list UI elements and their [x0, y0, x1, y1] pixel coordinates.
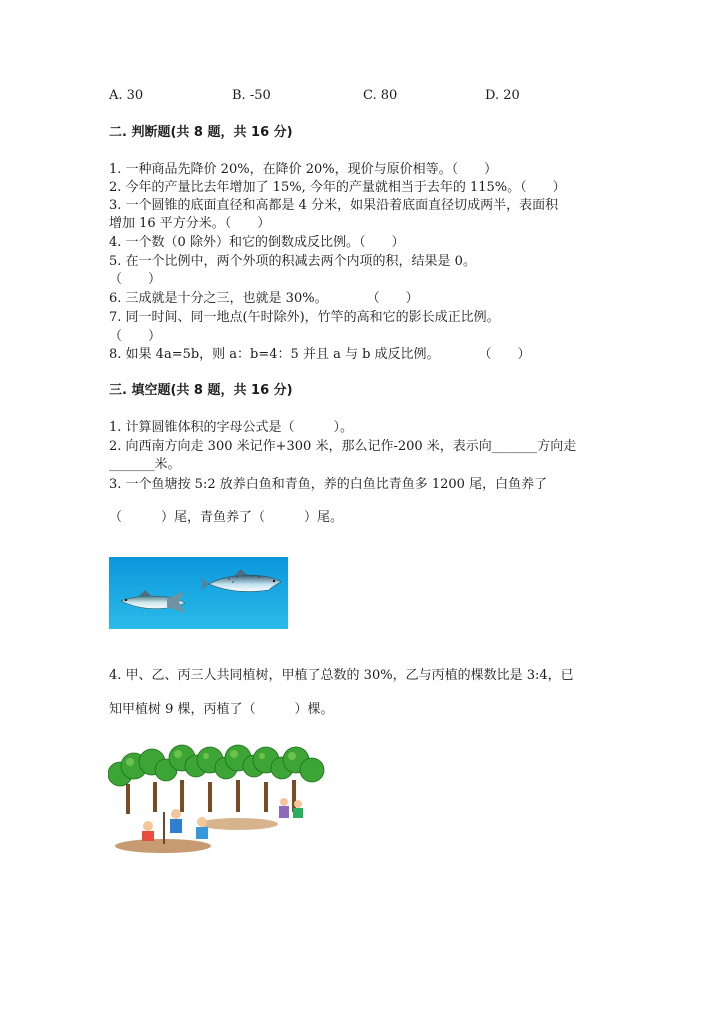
- judge-q1: 1. 一种商品先降价 20%，在降价 20%，现价与原价相等。（ ）: [109, 162, 498, 177]
- option-a[interactable]: A. 30: [109, 88, 144, 103]
- option-d[interactable]: D. 20: [485, 88, 520, 103]
- fill-q3-line2: （ ）尾，青鱼养了（ ）尾。: [109, 510, 344, 525]
- fish-illustration: [109, 557, 288, 629]
- judge-q4: 4. 一个数（0 除外）和它的倒数成反比例。（ ）: [109, 235, 405, 250]
- judge-q3-line1: 3. 一个圆锥的底面直径和高都是 4 分米，如果沿着底面直径切成两半，表面积: [109, 198, 559, 213]
- fill-q4-line1: 4. 甲、乙、丙三人共同植树，甲植了总数的 30%，乙与丙植的棵数比是 3:4，已: [109, 668, 574, 683]
- judge-q6: 6. 三成就是十分之三，也就是 30%。 （ ）: [109, 291, 419, 306]
- fill-q1: 1. 计算圆锥体积的字母公式是（ ）。: [109, 420, 354, 435]
- option-b[interactable]: B. -50: [232, 88, 271, 103]
- option-c[interactable]: C. 80: [363, 88, 398, 103]
- judge-q2: 2. 今年的产量比去年增加了 15%, 今年的产量就相当于去年的 115%。（ ）: [109, 180, 566, 195]
- judge-q8: 8. 如果 4a=5b，则 a：b=4：5 并且 a 与 b 成反比例。 （ ）: [109, 347, 531, 362]
- judge-q5-line1: 5. 在一个比例中，两个外项的积减去两个内项的积，结果是 0。: [109, 254, 476, 269]
- fill-q4-line2: 知甲植树 9 棵，丙植了（ ）棵。: [109, 702, 334, 717]
- judge-q7-line2: （ ）: [109, 329, 162, 344]
- judge-q5-line2: （ ）: [109, 272, 162, 287]
- fill-q2-line2: _______米。: [109, 457, 181, 472]
- tree-planting-illustration: [108, 744, 326, 856]
- fill-q3-line1: 3. 一个鱼塘按 5:2 放养白鱼和青鱼，养的白鱼比青鱼多 1200 尾，白鱼养了: [109, 477, 548, 492]
- section-3-heading: 三. 填空题(共 8 题，共 16 分): [109, 383, 293, 398]
- section-2-heading: 二. 判断题(共 8 题，共 16 分): [109, 125, 293, 140]
- judge-q7-line1: 7. 同一时间、同一地点(午时除外)，竹竿的高和它的影长成正比例。: [109, 310, 500, 325]
- fill-q2-line1: 2. 向西南方向走 300 米记作+300 米，那么记作-200 米，表示向_______方向走: [109, 439, 577, 454]
- judge-q3-line2: 增加 16 平方分米。（ ）: [109, 216, 271, 231]
